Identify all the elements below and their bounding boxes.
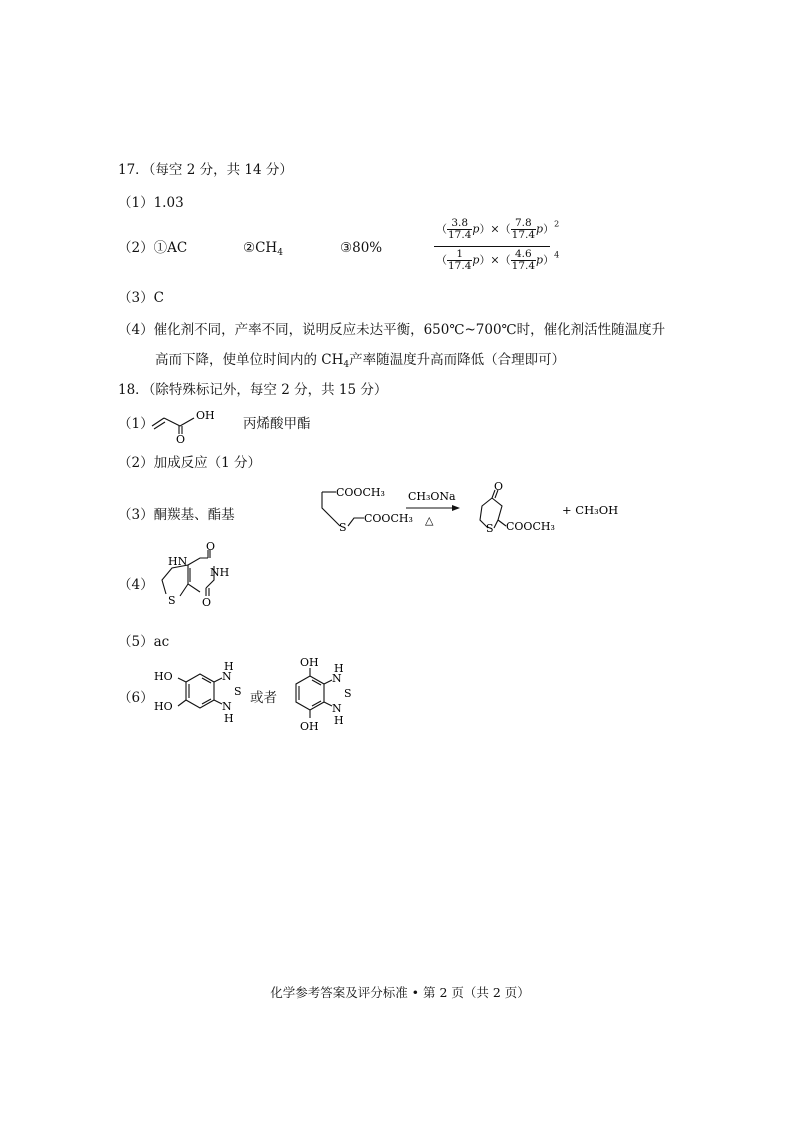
acrylic-acid-structure: [148, 402, 223, 444]
n-hydrogen-upper: H: [224, 660, 234, 673]
nitrogen-lower: N: [222, 700, 232, 713]
q18-part1-name: 丙烯酸甲酯: [243, 416, 311, 432]
product-sulfur: S: [486, 522, 494, 535]
nh-label: NH: [210, 566, 230, 579]
carbonyl-o-top: O: [206, 540, 216, 553]
benzothiadiazole-structure-2: [280, 650, 370, 740]
hydroxyl-lower: HO: [154, 700, 173, 713]
answer: 催化剂不同，产率不同，说明反应未达平衡，650℃~700℃时，催化剂活性随温度升: [153, 322, 666, 338]
q17-part2: [118, 238, 187, 258]
nitrogen-upper: N: [222, 670, 232, 683]
q17-part2-answer-2: $②CH_4$: [243, 240, 283, 258]
q17-part4-line2: 高而下降，使单位时间内的 $CH_4$产率随温度升高而降低（合理即可）: [155, 352, 566, 370]
q18-part5: [118, 632, 169, 652]
nitrogen-lower: N: [332, 702, 342, 715]
benzothiadiazole-structure-1: [150, 660, 250, 730]
o-label: O: [176, 433, 186, 444]
q18-part4-number: （4）: [118, 577, 154, 593]
q18-part3: [118, 505, 235, 525]
main-fraction-bar: [434, 246, 550, 247]
nitrogen-upper: N: [332, 672, 342, 685]
q17-header: 17．（每空 2 分，共 14 分）: [118, 162, 293, 178]
carbonyl-o-bottom: O: [202, 596, 212, 609]
sulfur-label: S: [234, 685, 242, 698]
part-number: （4）: [118, 322, 154, 338]
answer: 加成反应（1 分）: [153, 455, 261, 471]
reactant-ester-2: COOCH₃: [364, 512, 413, 525]
thienopyrimidine-structure: [148, 540, 238, 620]
hn-label: HN: [168, 555, 188, 568]
q17-kp-formula: [432, 217, 560, 278]
answer: C: [153, 290, 164, 306]
q18-header: 18．（除特殊标记外，每空 2 分，共 15 分）: [118, 382, 388, 398]
part-number: （2）: [118, 240, 154, 256]
sulfur-label: S: [344, 687, 352, 700]
q18-part6-number: （6）: [118, 690, 154, 706]
part-number: （3）: [118, 507, 154, 523]
answer: 酮羰基、酯基: [153, 507, 235, 523]
dieckmann-reaction-scheme: [310, 478, 640, 540]
q18-part2: [118, 453, 261, 473]
q17-part2-answer-3: ③80%: [340, 240, 383, 256]
reactant-ester-1: COOCH₃: [336, 486, 385, 499]
product-ketone-o: O: [494, 480, 504, 493]
n-hydrogen-lower: H: [224, 712, 234, 725]
hydroxyl-bottom: OH: [300, 720, 319, 733]
part-number: （2）: [118, 455, 154, 471]
hydroxyl-top: OH: [300, 656, 319, 669]
answer-1: ①AC: [153, 240, 188, 256]
q18-part1-number: （1）: [118, 416, 154, 432]
product-ester: COOCH₃: [506, 520, 555, 533]
reactant-sulfur: S: [339, 521, 347, 534]
answer: 1.03: [153, 195, 184, 211]
hydroxyl-upper: HO: [154, 670, 173, 683]
q17-part3: [118, 288, 164, 308]
q17-part4-line1: [118, 320, 665, 340]
reagent: CH₃ONa: [408, 490, 456, 503]
part-number: （1）: [118, 195, 154, 211]
n-hydrogen-lower: H: [334, 714, 344, 727]
sulfur-label: S: [168, 594, 176, 607]
q18-part6-or: 或者: [250, 690, 277, 706]
answer: ac: [153, 634, 170, 650]
part-number: （5）: [118, 634, 154, 650]
heat-condition: △: [425, 514, 434, 527]
oh-label: OH: [196, 409, 215, 422]
part-number: （3）: [118, 290, 154, 306]
q17-part1: [118, 193, 184, 213]
byproduct-methanol: + CH₃OH: [562, 503, 619, 517]
n-hydrogen-upper: H: [334, 662, 344, 675]
page-footer: 化学参考答案及评分标准 • 第 2 页（共 2 页）: [270, 985, 530, 1000]
formula-denominator: （ $\frac{1}{17.4}$ p）×（ $\frac{4.6}{17.4}$ p）$^4$: [436, 248, 560, 272]
formula-numerator: （ $\frac{3.8}{17.4}$ p）×（ $\frac{7.8}{17.4}$ p）$^2$: [436, 217, 560, 241]
